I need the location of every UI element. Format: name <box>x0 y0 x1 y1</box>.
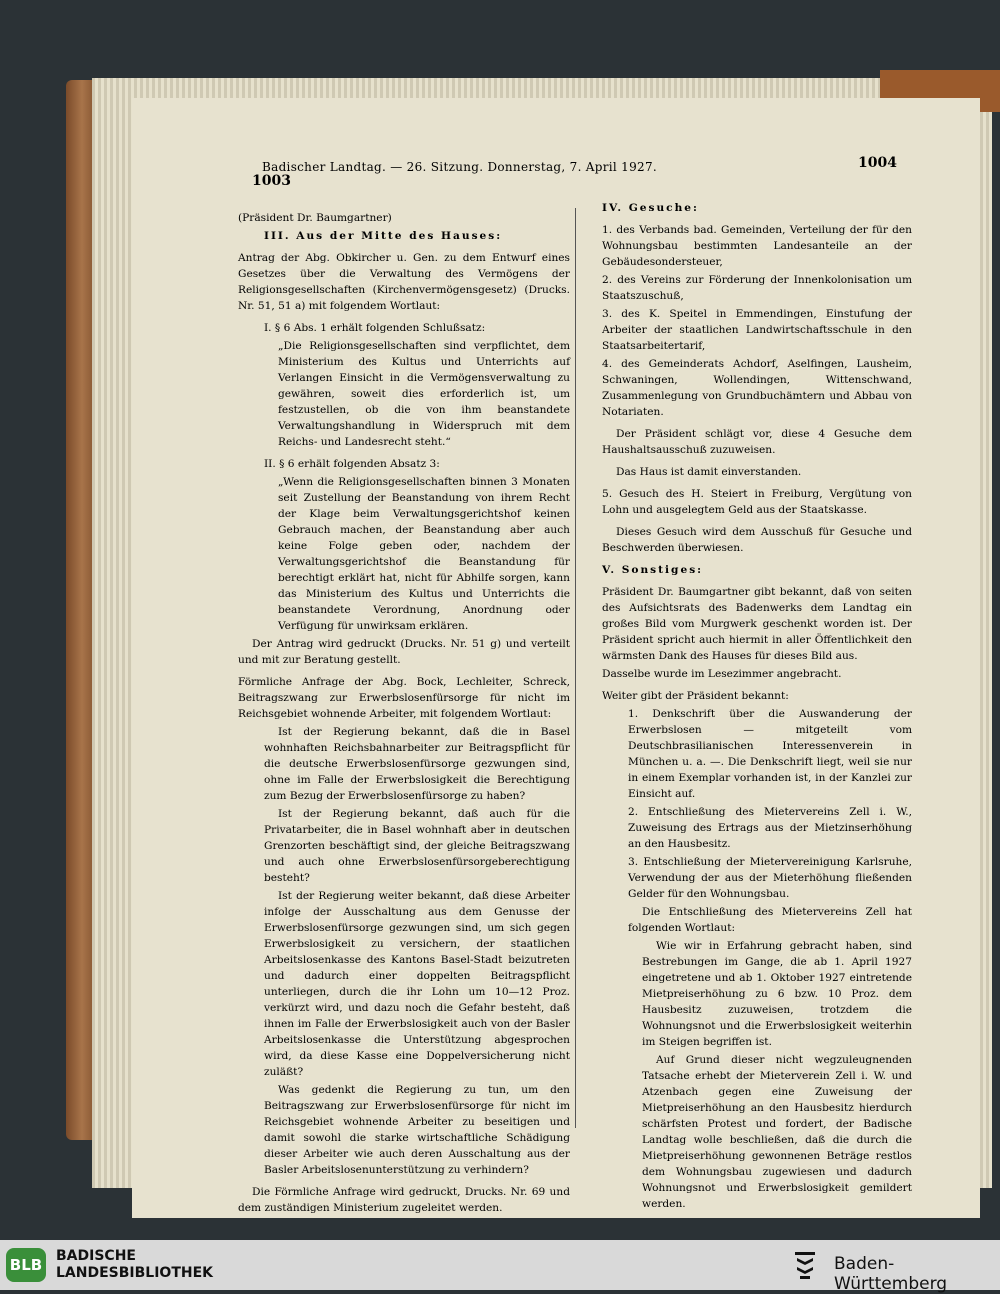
blb-logo[interactable]: BLB <box>6 1248 46 1282</box>
quote: Ist der Regierung weiter bekannt, daß diese Arbeiter infolge der Ausschaltung aus dem Genusse der Erwerbslosenfürsorge gezwungen sind, um sich gegen Erwerbslosigkeit zu versichern, der staatlichen Arbeitslosenkasse des Kantons Basel-Stadt beizutreten und dadurch einer doppelten Beitragspflicht unterliegen, durch die ihr Lohn um 10—12 Proz. verkürzt wird, und dazu noch die Gefahr besteht, daß ihnen im Falle der Erwerbslosigkeit auch von der Basler Arbeitslosenkasse die Unterstützung abgesprochen wird, da diese Kasse eine Doppelversicherung nicht zuläßt? <box>264 890 570 1078</box>
paragraph: Dasselbe wurde im Lesezimmer angebracht. <box>602 668 842 680</box>
section-heading: III. Aus der Mitte des Hauses: <box>264 230 503 242</box>
paragraph: Der Antrag wird gedruckt (Drucks. Nr. 51 g) und verteilt und mit zur Beratung gestellt. <box>238 638 570 666</box>
list-item: 1. des Verbands bad. Gemeinden, Verteilung der für den Wohnungsbau bestimmten Landesanteile an der Gebäudesondersteuer, <box>602 224 912 268</box>
paragraph: Das Haus ist damit einverstanden. <box>616 466 802 478</box>
coat-of-arms-icon <box>792 1248 818 1282</box>
right-column <box>602 200 912 1214</box>
running-header: Badischer Landtag. — 26. Sitzung. Donnerstag, 7. April 1927. <box>262 160 658 174</box>
paragraph: Weiter gibt der Präsident bekannt: <box>602 690 789 702</box>
quote: Wie wir in Erfahrung gebracht haben, sind Bestrebungen im Gange, die ab 1. April 1927 eingetretene und ab 1. Oktober 1927 eintretende Mietpreiserhöhung zu 6 bzw. 10 Proz. dem Hausbesitz zuzuweisen, trotzdem die Wohnungsnot und die Erwerbslosigkeit weiterhin im Steigen begriffen ist. <box>642 940 912 1048</box>
paragraph: Die Entschließung des Mietervereins Zell hat folgenden Wortlaut: <box>628 906 912 934</box>
section-heading: IV. Gesuche: <box>602 202 699 214</box>
quote: „Wenn die Religionsgesellschaften binnen 3 Monaten seit Zustellung der Beanstandung von ihrem Recht der Klage beim Verwaltungsgerichtshof keinen Gebrauch machen, der Beanstandung aber auch keine Folge geben oder, nachdem der Verwaltungsgerichtshof die Beanstandung für berechtigt erklärt hat, nicht für Abhilfe sorgen, kann das Ministerium des Kultus und Unterrichts die beanstandete Verordnung, Anordnung oder Verfügung für unwirksam erklären. <box>278 476 570 632</box>
list-item: 3. Entschließung der Mietervereinigung Karlsruhe, Verwendung der aus der Mieterhöhung fließenden Gelder für den Wohnungsbau. <box>628 856 912 900</box>
page-number-left: 1003 <box>252 173 291 189</box>
quote: Ist der Regierung bekannt, daß auch für die Privatarbeiter, die in Basel wohnhaft aber in deutschen Grenzorten beschäftigt sind, der gleiche Beitragszwang und auch ohne Erwerbslosenfürsorgeberechtigung besteht? <box>264 808 570 884</box>
list-item: 2. des Vereins zur Förderung der Innenkolonisation um Staatszuschuß, <box>602 274 912 302</box>
paragraph: Förmliche Anfrage der Abg. Bock, Lechleiter, Schreck, Beitragszwang zur Erwerbslosenfürsorge für nicht im Reichsgebiet wohnende Arbeiter, mit folgendem Wortlaut: <box>238 676 570 720</box>
speaker-note: (Präsident Dr. Baumgartner) <box>238 212 392 224</box>
list-item: 3. des K. Speitel in Emmendingen, Einstufung der Arbeiter der staatlichen Landwirtschaftsschule in den Staatsarbeitertarif, <box>602 308 912 352</box>
left-column <box>238 210 570 1218</box>
state-logo-text[interactable]: Baden-Württemberg <box>834 1254 948 1294</box>
list-item: 2. Entschließung des Mietervereins Zell i. W., Zuweisung des Ertrags aus der Mietzinserhöhung an den Hausbesitz. <box>628 806 912 850</box>
paragraph: I. § 6 Abs. 1 erhält folgenden Schlußsatz: <box>264 322 486 334</box>
quote: Was gedenkt die Regierung zu tun, um den Beitragszwang zur Erwerbslosenfürsorge für nicht im Reichsgebiet wohnende Arbeiter zu beseitigen und damit sowohl die starke wirtschaftliche Schädigung dieser Arbeiter wie auch deren Ausschaltung aus der Basler Arbeitslosenunterstützung zu verhindern? <box>264 1084 570 1176</box>
paragraph: Präsident Dr. Baumgartner gibt bekannt, daß von seiten des Aufsichtsrats des Badenwerks dem Landtag ein großes Bild vom Murgwerk geschenkt worden ist. Der Präsident spricht auch hiermit in aller Öffentlichkeit den wärmsten Dank des Hauses für dieses Bild aus. <box>602 586 912 662</box>
paragraph: Antrag der Abg. Obkircher u. Gen. zu dem Entwurf eines Gesetzes über die Verwaltung des Vermögens der Religionsgesellschaften (Kirchenvermögensgesetz) (Drucks. Nr. 51, 51 a) mit folgendem Wortlaut: <box>238 252 570 312</box>
column-divider <box>575 208 576 1128</box>
quote: Auf Grund dieser nicht wegzuleugnenden Tatsache erhebt der Mieterverein Zell i. W. und Atzenbach gegen eine Zuweisung der Mietpreiserhöhung an den Hausbesitz hierdurch schärfsten Protest und fordert, der Badische Landtag wolle beschließen, daß die durch die Mietpreiserhöhung gewonnenen Beträge restlos dem Wohnungsbau zugewiesen und dadurch Wohnungsnot und Erwerbslosigkeit gemildert werden. <box>642 1054 912 1210</box>
list-item: 1. Denkschrift über die Auswanderung der Erwerbslosen — mitgeteilt vom Deutschbrasilianischen Interessenverein in München u. a. —. Die Denkschrift liegt, weil sie nur in einem Exemplar vorhanden ist, in der Kanzlei zur Einsicht auf. <box>628 708 912 800</box>
quote: Ist der Regierung bekannt, daß die in Basel wohnhaften Reichsbahnarbeiter zur Beitragspflicht für die deutsche Erwerbslosenfürsorge gezwungen sind, ohne im Falle der Erwerbslosigkeit die Berechtigung zum Bezug der Erwerbslosenfürsorge zu haben? <box>264 726 570 802</box>
library-name-line1: BADISCHE <box>56 1248 136 1264</box>
quote: „Die Religionsgesellschaften sind verpflichtet, dem Ministerium des Kultus und Unterrichts auf Verlangen Einsicht in die Vermögensverwaltung zu gewähren, soweit dies erforderlich ist, um festzustellen, ob die von ihm beanstandete Verwaltungshandlung in Widerspruch mit dem Reichs- und Landesrecht steht.“ <box>278 340 570 448</box>
library-name-line2: LANDESBIBLIOTHEK <box>56 1265 214 1281</box>
paragraph: Dieses Gesuch wird dem Ausschuß für Gesuche und Beschwerden überwiesen. <box>602 526 912 554</box>
paragraph: II. § 6 erhält folgenden Absatz 3: <box>264 458 440 470</box>
section-heading: V. Sonstiges: <box>602 564 704 576</box>
paragraph: Der Präsident schlägt vor, diese 4 Gesuche dem Haushaltsausschuß zuzuweisen. <box>602 428 912 456</box>
paragraph: Die Förmliche Anfrage wird gedruckt, Drucks. Nr. 69 und dem zuständigen Ministerium zugeleitet werden. <box>238 1186 570 1214</box>
page-number-right: 1004 <box>858 155 897 171</box>
viewer-footer <box>0 1240 1000 1294</box>
list-item: 5. Gesuch des H. Steiert in Freiburg, Vergütung von Lohn und ausgelegtem Geld aus der Staatskasse. <box>602 488 912 516</box>
library-name[interactable] <box>56 1248 213 1282</box>
list-item: 4. des Gemeinderats Achdorf, Aselfingen, Lausheim, Schwaningen, Wollendingen, Wittenschwand, Zusammenlegung von Grundbuchämtern und Abbau von Notariaten. <box>602 358 912 418</box>
